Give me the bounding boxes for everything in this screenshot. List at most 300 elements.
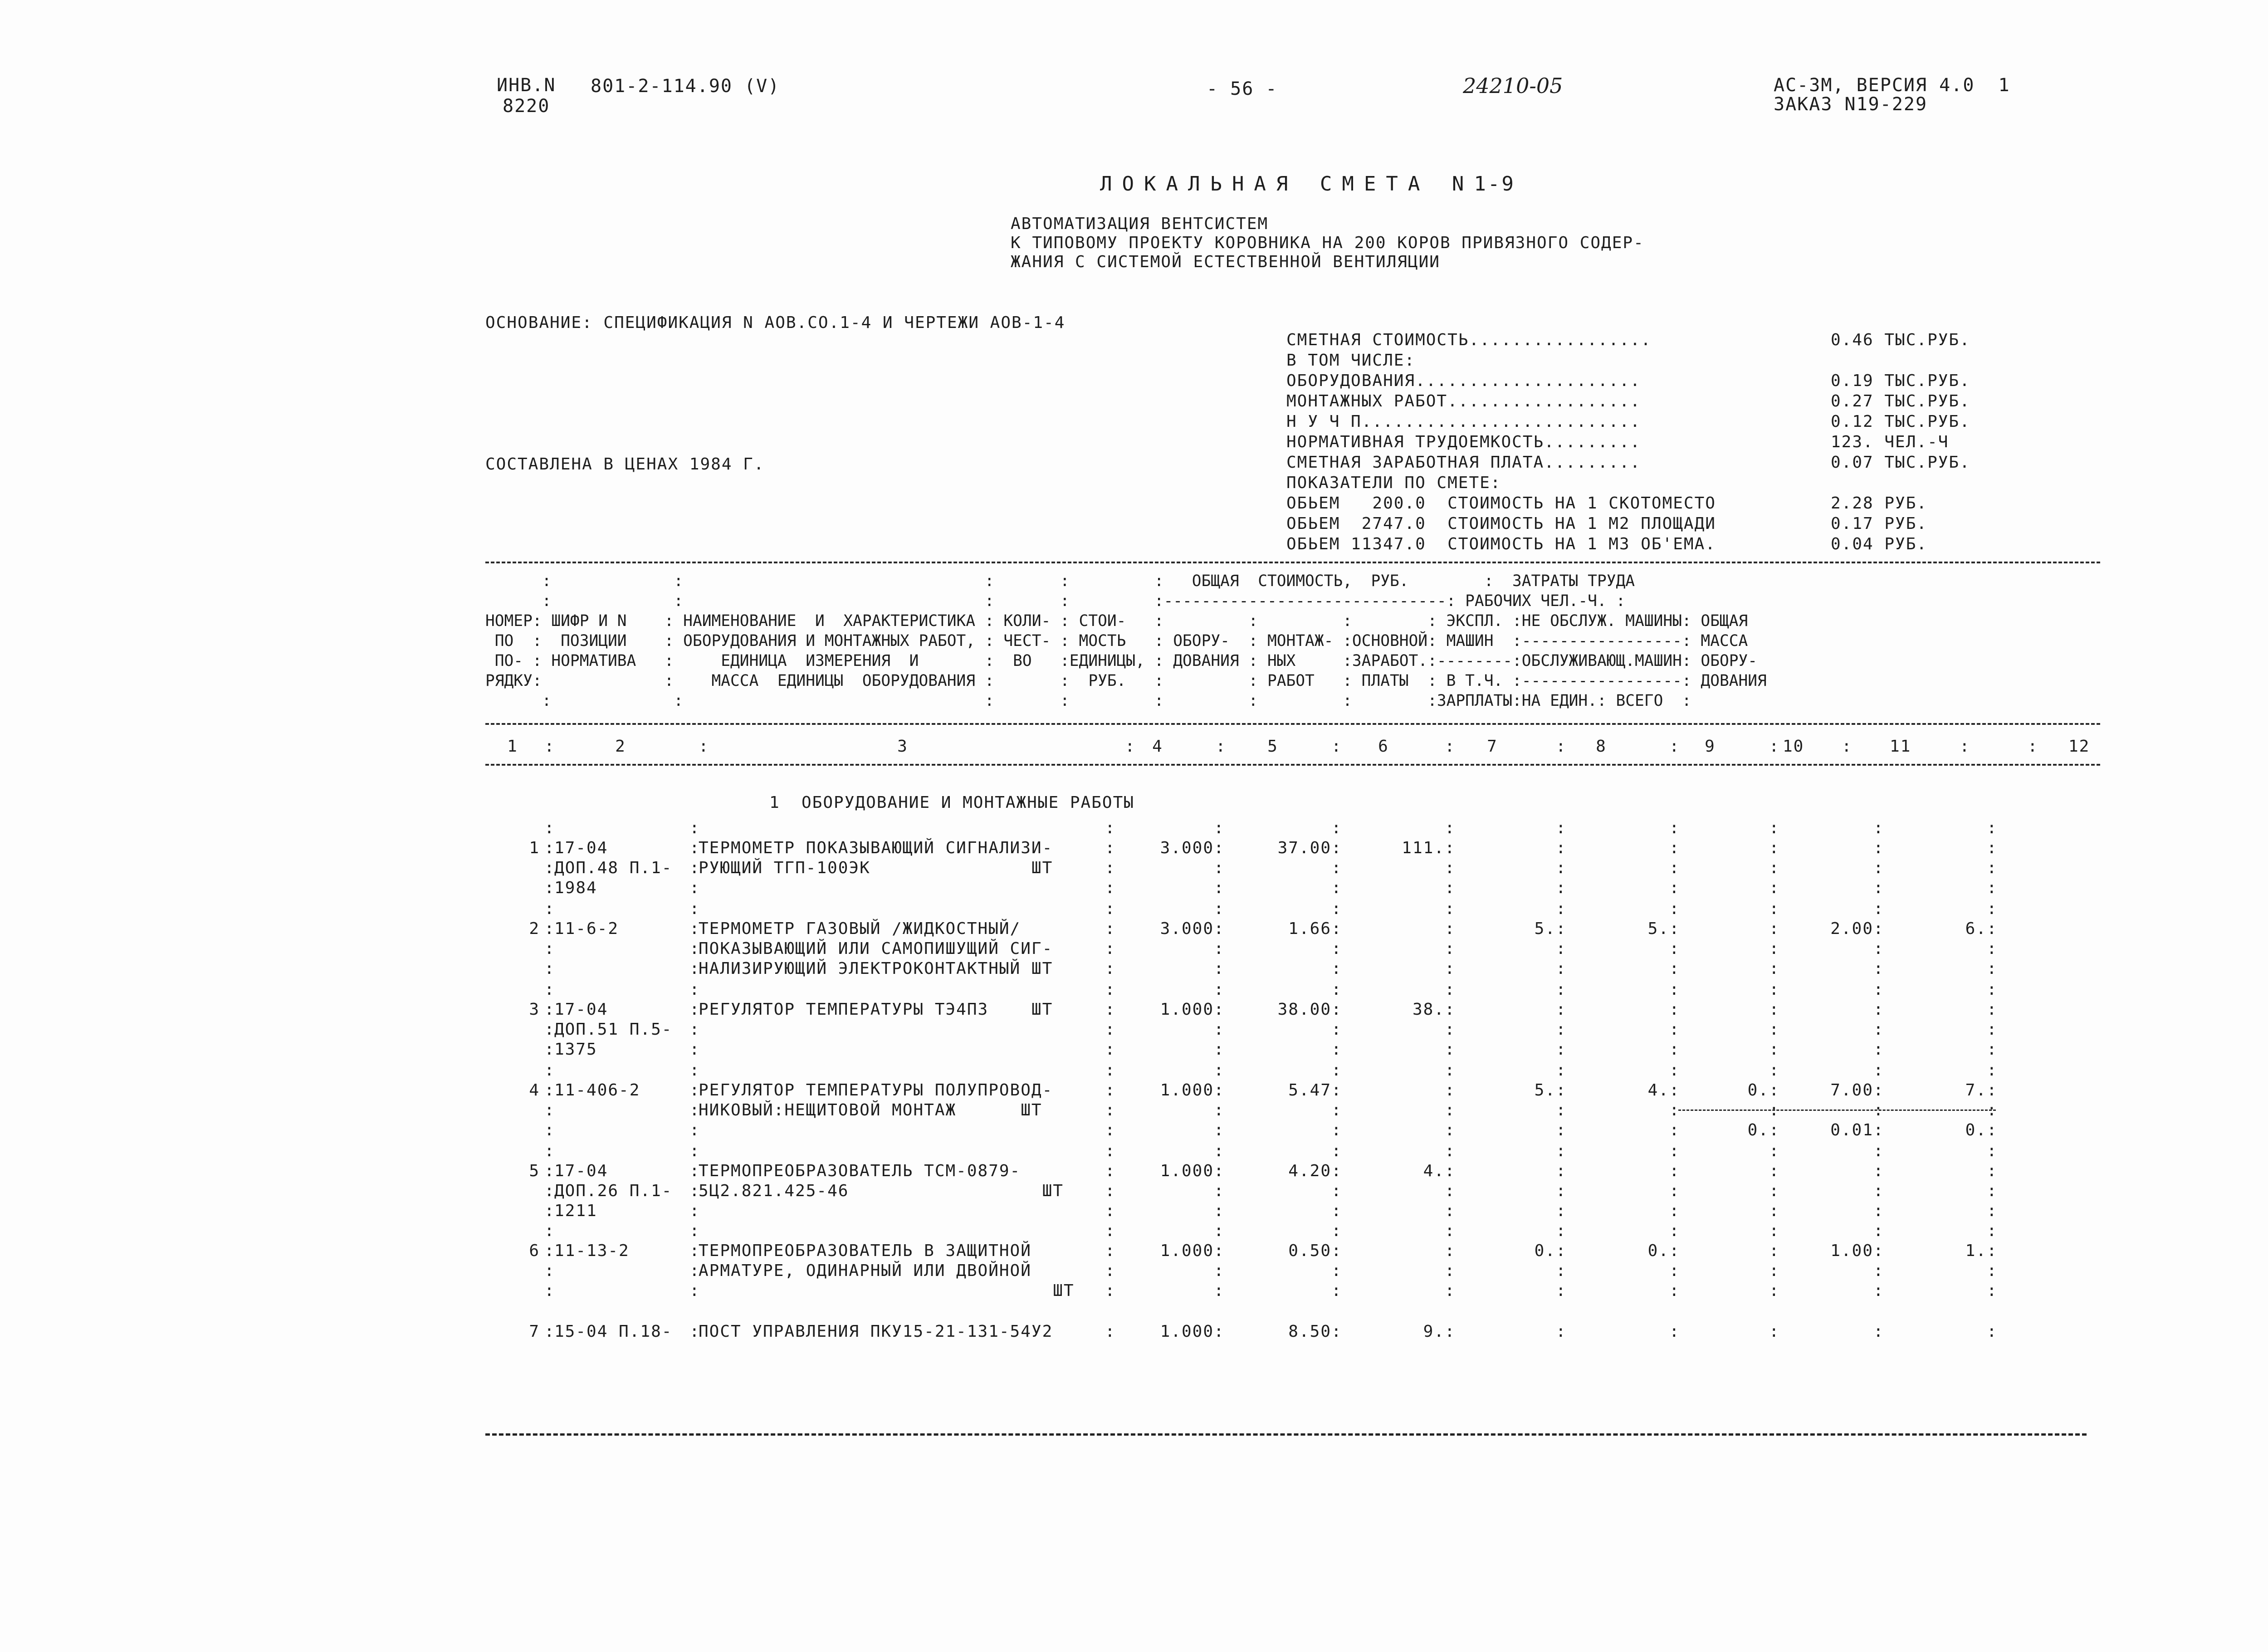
cell-separator: : — [1873, 1061, 1884, 1080]
cell-separator: : — [1331, 1202, 1342, 1220]
cell-separator: : — [1445, 1020, 1456, 1039]
row-code: ДОП.51 П.5- — [554, 1020, 673, 1039]
cell-separator: : — [1556, 1040, 1567, 1059]
cell-separator: : — [1331, 1261, 1342, 1280]
cell-separator: : — [1331, 1061, 1342, 1080]
row-code: 15-04 П.18- — [554, 1322, 673, 1341]
cell-separator: : — [1987, 1000, 1998, 1019]
subtitle-line-1: АВТОМАТИЗАЦИЯ ВЕНТСИСТЕМ — [1011, 215, 1269, 233]
cell-separator: : — [1669, 1281, 1680, 1300]
column-number: 3 — [897, 737, 908, 756]
cell-separator: : — [1669, 1061, 1680, 1080]
cell-separator: : — [1769, 819, 1780, 837]
cell-separator: : — [1214, 1202, 1225, 1220]
cell-separator: : — [1556, 899, 1567, 918]
cell-separator: : — [1105, 1241, 1116, 1260]
cell-separator: : — [1873, 899, 1884, 918]
cell-separator: : — [1669, 939, 1680, 958]
cell-separator: : — [1105, 879, 1116, 897]
row-code: 1211 — [554, 1202, 597, 1220]
cell-separator: : — [544, 1061, 555, 1080]
cell-separator: : — [1669, 879, 1680, 897]
column-separator: : — [1331, 737, 1342, 756]
cell-separator: : — [1987, 899, 1998, 918]
summary-label: НОРМАТИВНАЯ ТРУДОЕМКОСТЬ......... — [1286, 433, 1641, 451]
header-line: : : : : : : : :ЗАРПЛАТЫ:НА ЕДИН.: ВСЕГО : — [485, 692, 1691, 710]
cell-separator: : — [1873, 959, 1884, 978]
cell-separator: : — [689, 919, 700, 938]
cell-separator: : — [1873, 1182, 1884, 1200]
cell-separator: : — [1445, 1241, 1456, 1260]
column-separator: : — [1125, 737, 1136, 756]
cell-separator: : — [1873, 1142, 1884, 1160]
cell-separator: : — [1669, 1121, 1680, 1139]
cell-separator: : — [1445, 1121, 1456, 1139]
cell-separator: : — [1105, 1000, 1116, 1019]
cell-separator: : — [1214, 1020, 1225, 1039]
cell-separator: : — [1769, 879, 1780, 897]
cell-separator: : — [1556, 1101, 1567, 1119]
cell-separator: : — [544, 1222, 555, 1240]
column-separator: : — [544, 737, 555, 756]
row-name: РУЮЩИЙ ТГП-100ЭК ШТ — [699, 859, 1053, 877]
cell-separator: : — [1445, 819, 1456, 837]
cell-separator: : — [1769, 1000, 1780, 1019]
price-year-text: СОСТАВЛЕНА В ЦЕНАХ 1984 Г. — [485, 455, 765, 474]
row-equip: 38. — [1412, 1000, 1445, 1019]
row-sub-lab_unit: 0.01 — [1830, 1121, 1873, 1139]
cell-separator: : — [1987, 1241, 1998, 1260]
cell-separator: : — [1445, 1081, 1456, 1100]
cell-separator: : — [1873, 859, 1884, 877]
cell-separator: : — [1445, 899, 1456, 918]
cell-separator: : — [1445, 1281, 1456, 1300]
row-qty: 1.000 — [1160, 1322, 1214, 1341]
cell-separator: : — [1445, 879, 1456, 897]
cell-separator: : — [544, 939, 555, 958]
cell-separator: : — [1445, 1222, 1456, 1240]
cell-separator: : — [1556, 980, 1567, 999]
cell-separator: : — [1669, 1241, 1680, 1260]
cell-separator: : — [1769, 1261, 1780, 1280]
summary-label: СМЕТНАЯ ЗАРАБОТНАЯ ПЛАТА......... — [1286, 453, 1641, 472]
cell-separator: : — [1987, 939, 1998, 958]
cell-separator: : — [1445, 1142, 1456, 1160]
cell-separator: : — [1769, 1281, 1780, 1300]
cell-separator: : — [1987, 980, 1998, 999]
column-separator: : — [1556, 737, 1567, 756]
cell-separator: : — [1331, 1222, 1342, 1240]
inventory-label: ИНВ.N — [497, 75, 556, 96]
cell-separator: : — [1556, 1162, 1567, 1180]
cell-separator: : — [1987, 1101, 1998, 1119]
cell-separator: : — [1769, 1322, 1780, 1341]
row-lab-total: 6. — [1965, 919, 1987, 938]
cell-separator: : — [544, 1322, 555, 1341]
subtitle-line-2: К ТИПОВОМУ ПРОЕКТУ КОРОВНИКА НА 200 КОРОВ ПРИВЯЗНОГО СОДЕР- — [1011, 234, 1644, 252]
cell-separator: : — [1873, 1000, 1884, 1019]
cell-separator: : — [689, 939, 700, 958]
cell-separator: : — [1873, 919, 1884, 938]
summary-label: ОБОРУДОВАНИЯ..................... — [1286, 371, 1641, 390]
cell-separator: : — [1556, 879, 1567, 897]
column-number: 11 — [1890, 737, 1911, 756]
row-code: 1375 — [554, 1040, 597, 1059]
cell-separator: : — [1769, 980, 1780, 999]
cell-separator: : — [1105, 1281, 1116, 1300]
cell-separator: : — [1105, 939, 1116, 958]
cell-separator: : — [1556, 939, 1567, 958]
summary-label: Н У Ч П.......................... — [1286, 412, 1641, 431]
bottom-dashed-rule — [485, 1433, 2087, 1436]
column-separator: : — [1842, 737, 1853, 756]
column-separator: : — [1960, 737, 1970, 756]
header-line: ПО- : НОРМАТИВА : ЕДИНИЦА ИЗМЕРЕНИЯ И : ВО :ЕДИНИЦЫ, : ДОВАНИЯ : НЫХ :ЗАРАБОТ.:--------:ОБСЛУЖИВАЮЩ.МАШИН: ОБОРУ- — [485, 652, 1758, 670]
document-code: 801-2-114.90 (V) — [591, 76, 780, 97]
cell-separator: : — [1214, 1281, 1225, 1300]
handwritten-code: 24210-05 — [1463, 73, 1563, 98]
cell-separator: : — [544, 919, 555, 938]
cell-separator: : — [1214, 1081, 1225, 1100]
row-name: АРМАТУРЕ, ОДИНАРНЫЙ ИЛИ ДВОЙНОЙ — [699, 1261, 1031, 1280]
row-number: 6 — [529, 1241, 540, 1260]
summary-label: ОБЬЕМ 11347.0 СТОИМОСТЬ НА 1 М3 ОБ'ЕМА. — [1286, 535, 1716, 553]
cell-separator: : — [689, 1000, 700, 1019]
row-name: НИКОВЫЙ:НЕЩИТОВОЙ МОНТАЖ ШТ — [699, 1101, 1042, 1119]
cell-separator: : — [1331, 879, 1342, 897]
cell-separator: : — [1105, 1081, 1116, 1100]
cell-separator: : — [1769, 1222, 1780, 1240]
cell-separator: : — [689, 1182, 700, 1200]
cell-separator: : — [1105, 919, 1116, 938]
cell-separator: : — [1873, 1162, 1884, 1180]
cell-separator: : — [1214, 1101, 1225, 1119]
summary-label: ОБЬЕМ 200.0 СТОИМОСТЬ НА 1 СКОТОМЕСТО — [1286, 494, 1716, 513]
row-name: РЕГУЛЯТОР ТЕМПЕРАТУРЫ ТЭ4П3 ШТ — [699, 1000, 1053, 1019]
row-equip: 111. — [1402, 839, 1445, 857]
row-code: 17-04 — [554, 1162, 608, 1180]
cell-separator: : — [544, 1121, 555, 1139]
row-qty: 1.000 — [1160, 1000, 1214, 1019]
cell-separator: : — [1987, 1202, 1998, 1220]
cell-separator: : — [1556, 1061, 1567, 1080]
cell-separator: : — [1331, 1000, 1342, 1019]
cell-separator: : — [689, 1281, 700, 1300]
row-price: 38.00 — [1277, 1000, 1331, 1019]
summary-value: 2.28 РУБ. — [1831, 494, 1928, 513]
cell-separator: : — [689, 899, 700, 918]
cell-separator: : — [689, 1020, 700, 1039]
cell-separator: : — [1873, 839, 1884, 857]
cell-separator: : — [1769, 959, 1780, 978]
cell-separator: : — [544, 819, 555, 837]
cell-separator: : — [1105, 1222, 1116, 1240]
cell-separator: : — [1873, 1281, 1884, 1300]
cell-separator: : — [689, 1162, 700, 1180]
cell-separator: : — [1669, 1182, 1680, 1200]
cell-separator: : — [1445, 1261, 1456, 1280]
row-sub-lab_total: 0. — [1965, 1121, 1987, 1139]
row-number: 4 — [529, 1081, 540, 1100]
row-name: ТЕРМОМЕТР ПОКАЗЫВАЮЩИЙ СИГНАЛИЗИ- — [699, 839, 1053, 857]
cell-separator: : — [1873, 1081, 1884, 1100]
cell-separator: : — [689, 1142, 700, 1160]
column-number: 6 — [1378, 737, 1389, 756]
cell-separator: : — [1214, 1222, 1225, 1240]
cell-separator: : — [544, 1040, 555, 1059]
cell-separator: : — [1769, 919, 1780, 938]
cell-separator: : — [1556, 1081, 1567, 1100]
cell-separator: : — [1105, 1142, 1116, 1160]
cell-separator: : — [1556, 1322, 1567, 1341]
cell-separator: : — [1214, 859, 1225, 877]
cell-separator: : — [1331, 1020, 1342, 1039]
row-code: 11-13-2 — [554, 1241, 630, 1260]
cell-separator: : — [1331, 980, 1342, 999]
column-number: 5 — [1267, 737, 1278, 756]
cell-separator: : — [544, 1020, 555, 1039]
row-number: 2 — [529, 919, 540, 938]
row-number: 5 — [529, 1162, 540, 1180]
cell-separator: : — [1873, 1202, 1884, 1220]
row-code: 17-04 — [554, 1000, 608, 1019]
column-separator: : — [1445, 737, 1456, 756]
cell-separator: : — [1331, 899, 1342, 918]
cell-separator: : — [544, 879, 555, 897]
cell-separator: : — [1445, 1322, 1456, 1341]
cell-separator: : — [1556, 1020, 1567, 1039]
row-name: 5Ц2.821.425-46 ШТ — [699, 1182, 1064, 1200]
cell-separator: : — [1669, 919, 1680, 938]
row-mount: 5. — [1534, 919, 1556, 938]
column-number: 12 — [2068, 737, 2090, 756]
summary-value: 0.04 РУБ. — [1831, 535, 1928, 553]
cell-separator: : — [1987, 1182, 1998, 1200]
cell-separator: : — [544, 1081, 555, 1100]
cell-separator: : — [1445, 959, 1456, 978]
cell-separator: : — [1105, 859, 1116, 877]
cell-separator: : — [689, 1101, 700, 1119]
cell-separator: : — [689, 1121, 700, 1139]
summary-label: МОНТАЖНЫХ РАБОТ.................. — [1286, 392, 1641, 411]
cell-separator: : — [1214, 1322, 1225, 1341]
cell-separator: : — [1105, 1121, 1116, 1139]
column-separator: : — [1216, 737, 1227, 756]
cell-separator: : — [1445, 939, 1456, 958]
row-name: ТЕРМОМЕТР ГАЗОВЫЙ /ЖИДКОСТНЫЙ/ — [699, 919, 1021, 938]
cell-separator: : — [1669, 899, 1680, 918]
row-price: 4.20 — [1288, 1162, 1331, 1180]
cell-separator: : — [1445, 1182, 1456, 1200]
cell-separator: : — [689, 839, 700, 857]
header-rule — [485, 723, 2100, 725]
cell-separator: : — [1769, 1121, 1780, 1139]
cell-separator: : — [1105, 899, 1116, 918]
cell-separator: : — [1214, 919, 1225, 938]
cell-separator: : — [1669, 1000, 1680, 1019]
column-separator: : — [2028, 737, 2038, 756]
cell-separator: : — [1769, 1081, 1780, 1100]
cell-separator: : — [1105, 980, 1116, 999]
column-number: 4 — [1152, 737, 1163, 756]
cell-separator: : — [1214, 1121, 1225, 1139]
column-number: 8 — [1596, 737, 1607, 756]
cell-separator: : — [1214, 939, 1225, 958]
header-line: ПО : ПОЗИЦИИ : ОБОРУДОВАНИЯ И МОНТАЖНЫХ РАБОТ, : ЧЕСТ- : МОСТЬ : ОБОРУ- : МОНТАЖ- :ОСНОВНОЙ: МАШИН :-----------------: МАССА — [485, 632, 1748, 650]
cell-separator: : — [1669, 1222, 1680, 1240]
row-name: ТЕРМОПРЕОБРАЗОВАТЕЛЬ В ЗАЩИТНОЙ — [699, 1241, 1031, 1260]
cell-separator: : — [1214, 1261, 1225, 1280]
cell-separator: : — [689, 1061, 700, 1080]
cell-separator: : — [544, 1241, 555, 1260]
row-lab-unit: 1.00 — [1830, 1241, 1873, 1260]
inventory-number: 8220 — [503, 96, 550, 117]
cell-separator: : — [1669, 1261, 1680, 1280]
row-code: 11-6-2 — [554, 919, 619, 938]
summary-value: 0.07 ТЫС.РУБ. — [1831, 453, 1970, 472]
summary-value: 0.17 РУБ. — [1831, 514, 1928, 533]
column-number: 2 — [615, 737, 626, 756]
cell-separator: : — [1214, 1182, 1225, 1200]
row-code: 1984 — [554, 879, 597, 897]
cell-separator: : — [1769, 859, 1780, 877]
row-number: 1 — [529, 839, 540, 857]
cell-separator: : — [1987, 959, 1998, 978]
cell-separator: : — [1556, 1142, 1567, 1160]
summary-label: ОБЬЕМ 2747.0 СТОИМОСТЬ НА 1 М2 ПЛОЩАДИ — [1286, 514, 1716, 533]
page-number: - 56 - — [1207, 78, 1278, 99]
cell-separator: : — [689, 1202, 700, 1220]
cell-separator: : — [1105, 1182, 1116, 1200]
row-price: 5.47 — [1288, 1081, 1331, 1100]
row-wage: 4. — [1647, 1081, 1669, 1100]
cell-separator: : — [1214, 1040, 1225, 1059]
cell-separator: : — [1987, 859, 1998, 877]
cell-separator: : — [1556, 819, 1567, 837]
cell-separator: : — [1445, 1202, 1456, 1220]
summary-value: 123. ЧЕЛ.-Ч — [1831, 433, 1949, 451]
cell-separator: : — [1873, 1322, 1884, 1341]
cell-separator: : — [1331, 1101, 1342, 1119]
cell-separator: : — [1669, 839, 1680, 857]
cell-separator: : — [1987, 1040, 1998, 1059]
cell-separator: : — [1769, 839, 1780, 857]
cell-separator: : — [544, 1182, 555, 1200]
document-title: ЛОКАЛЬНАЯ СМЕТА N1-9 — [1100, 172, 1515, 196]
cell-separator: : — [1331, 1081, 1342, 1100]
cell-separator: : — [1105, 1061, 1116, 1080]
cell-separator: : — [1873, 939, 1884, 958]
cell-separator: : — [1214, 839, 1225, 857]
cell-separator: : — [1669, 819, 1680, 837]
cell-separator: : — [689, 1261, 700, 1280]
row-price: 8.50 — [1288, 1322, 1331, 1341]
cell-separator: : — [1105, 1040, 1116, 1059]
summary-value: 0.46 ТЫС.РУБ. — [1831, 331, 1970, 349]
cell-separator: : — [1769, 1162, 1780, 1180]
row-number: 3 — [529, 1000, 540, 1019]
row-price: 37.00 — [1277, 839, 1331, 857]
summary-label: СМЕТНАЯ СТОИМОСТЬ................. — [1286, 331, 1652, 349]
cell-separator: : — [689, 1222, 700, 1240]
cell-separator: : — [1987, 1121, 1998, 1139]
cell-separator: : — [544, 1202, 555, 1220]
summary-value: 0.19 ТЫС.РУБ. — [1831, 371, 1970, 390]
cell-separator: : — [1214, 980, 1225, 999]
cell-separator: : — [1556, 1182, 1567, 1200]
row-name: РЕГУЛЯТОР ТЕМПЕРАТУРЫ ПОЛУПРОВОД- — [699, 1081, 1053, 1100]
cell-separator: : — [1987, 879, 1998, 897]
cell-separator: : — [1556, 919, 1567, 938]
cell-separator: : — [1769, 899, 1780, 918]
row-mach: 0. — [1747, 1081, 1769, 1100]
cell-separator: : — [544, 1142, 555, 1160]
cell-separator: : — [1445, 919, 1456, 938]
cell-separator: : — [544, 959, 555, 978]
cell-separator: : — [1445, 1000, 1456, 1019]
cell-separator: : — [1556, 1241, 1567, 1260]
cell-separator: : — [1873, 1241, 1884, 1260]
cell-separator: : — [1669, 959, 1680, 978]
cell-separator: : — [1214, 879, 1225, 897]
row-lab-total: 1. — [1965, 1241, 1987, 1260]
column-number: 1 — [507, 737, 518, 756]
cell-separator: : — [1987, 919, 1998, 938]
cell-separator: : — [1214, 959, 1225, 978]
cell-separator: : — [1669, 980, 1680, 999]
cell-separator: : — [1445, 980, 1456, 999]
cell-separator: : — [1445, 839, 1456, 857]
cell-separator: : — [1214, 1142, 1225, 1160]
cell-separator: : — [1769, 1202, 1780, 1220]
cell-separator: : — [1331, 859, 1342, 877]
cell-separator: : — [544, 980, 555, 999]
cell-separator: : — [1556, 1000, 1567, 1019]
cell-separator: : — [1873, 1261, 1884, 1280]
cell-separator: : — [1669, 1322, 1680, 1341]
cell-separator: : — [1214, 819, 1225, 837]
sub-rule — [1678, 1109, 1996, 1111]
cell-separator: : — [544, 839, 555, 857]
column-separator: : — [1669, 737, 1680, 756]
cell-separator: : — [544, 1101, 555, 1119]
row-code: 11-406-2 — [554, 1081, 640, 1100]
cell-separator: : — [1331, 819, 1342, 837]
cell-separator: : — [1873, 980, 1884, 999]
header-line: : : : : :------------------------------: РАБОЧИХ ЧЕЛ.-Ч. : — [485, 592, 1626, 610]
table-top-rule — [485, 562, 2100, 563]
cell-separator: : — [1445, 859, 1456, 877]
row-code: ДОП.26 П.1- — [554, 1182, 673, 1200]
cell-separator: : — [544, 1281, 555, 1300]
row-qty: 1.000 — [1160, 1162, 1214, 1180]
cell-separator: : — [1331, 1281, 1342, 1300]
summary-label: В ТОМ ЧИСЛЕ: — [1286, 351, 1416, 370]
cell-separator: : — [1669, 1040, 1680, 1059]
column-number: 9 — [1705, 737, 1716, 756]
cell-separator: : — [1214, 899, 1225, 918]
row-number: 7 — [529, 1322, 540, 1341]
cell-separator: : — [1556, 839, 1567, 857]
cell-separator: : — [1769, 939, 1780, 958]
cell-separator: : — [1331, 939, 1342, 958]
row-qty: 1.000 — [1160, 1081, 1214, 1100]
cell-separator: : — [1214, 1241, 1225, 1260]
cell-separator: : — [1331, 1241, 1342, 1260]
cell-separator: : — [1987, 1142, 1998, 1160]
column-number: 10 — [1783, 737, 1804, 756]
cell-separator: : — [1331, 1121, 1342, 1139]
